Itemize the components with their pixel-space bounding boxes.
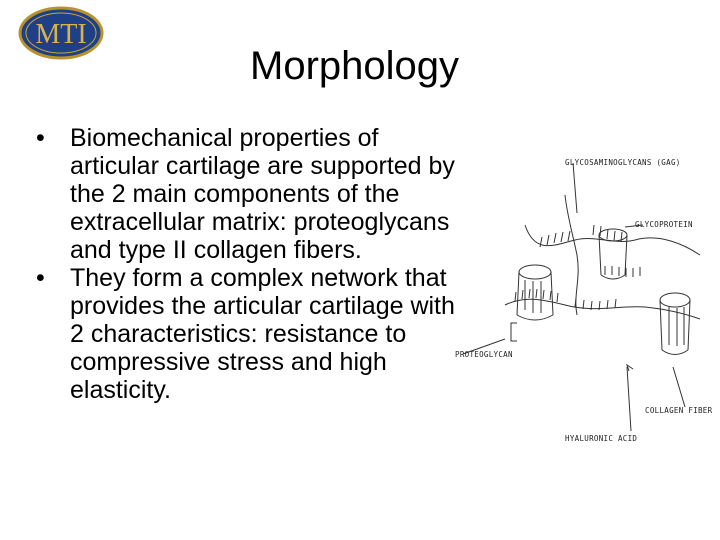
cartilage-matrix-diagram (455, 135, 720, 470)
mti-logo (18, 6, 104, 60)
slide-title: Morphology (250, 44, 460, 88)
bullet-list (30, 124, 470, 404)
logo-text: MTI (35, 19, 87, 50)
label-glycoprotein: GLYCOPROTEIN (635, 220, 693, 229)
label-gag: GLYCOSAMINOGLYCANS (GAG) (565, 158, 681, 167)
bullet-item: • They form a complex network that provides the articular cartilage with 2 characteristics: resistance to compressive stress and high elasticity. (30, 264, 470, 404)
label-hyaluronic-acid: HYALURONIC ACID (565, 434, 638, 443)
label-collagen-fiber: COLLAGEN FIBER (645, 406, 713, 415)
label-proteoglycan: PROTEOGLYCAN (455, 350, 513, 359)
bullet-item: • Biomechanical properties of articular cartilage are supported by the 2 main components of the extracellular matrix: proteoglycans and type II collagen fibers. (30, 124, 470, 264)
